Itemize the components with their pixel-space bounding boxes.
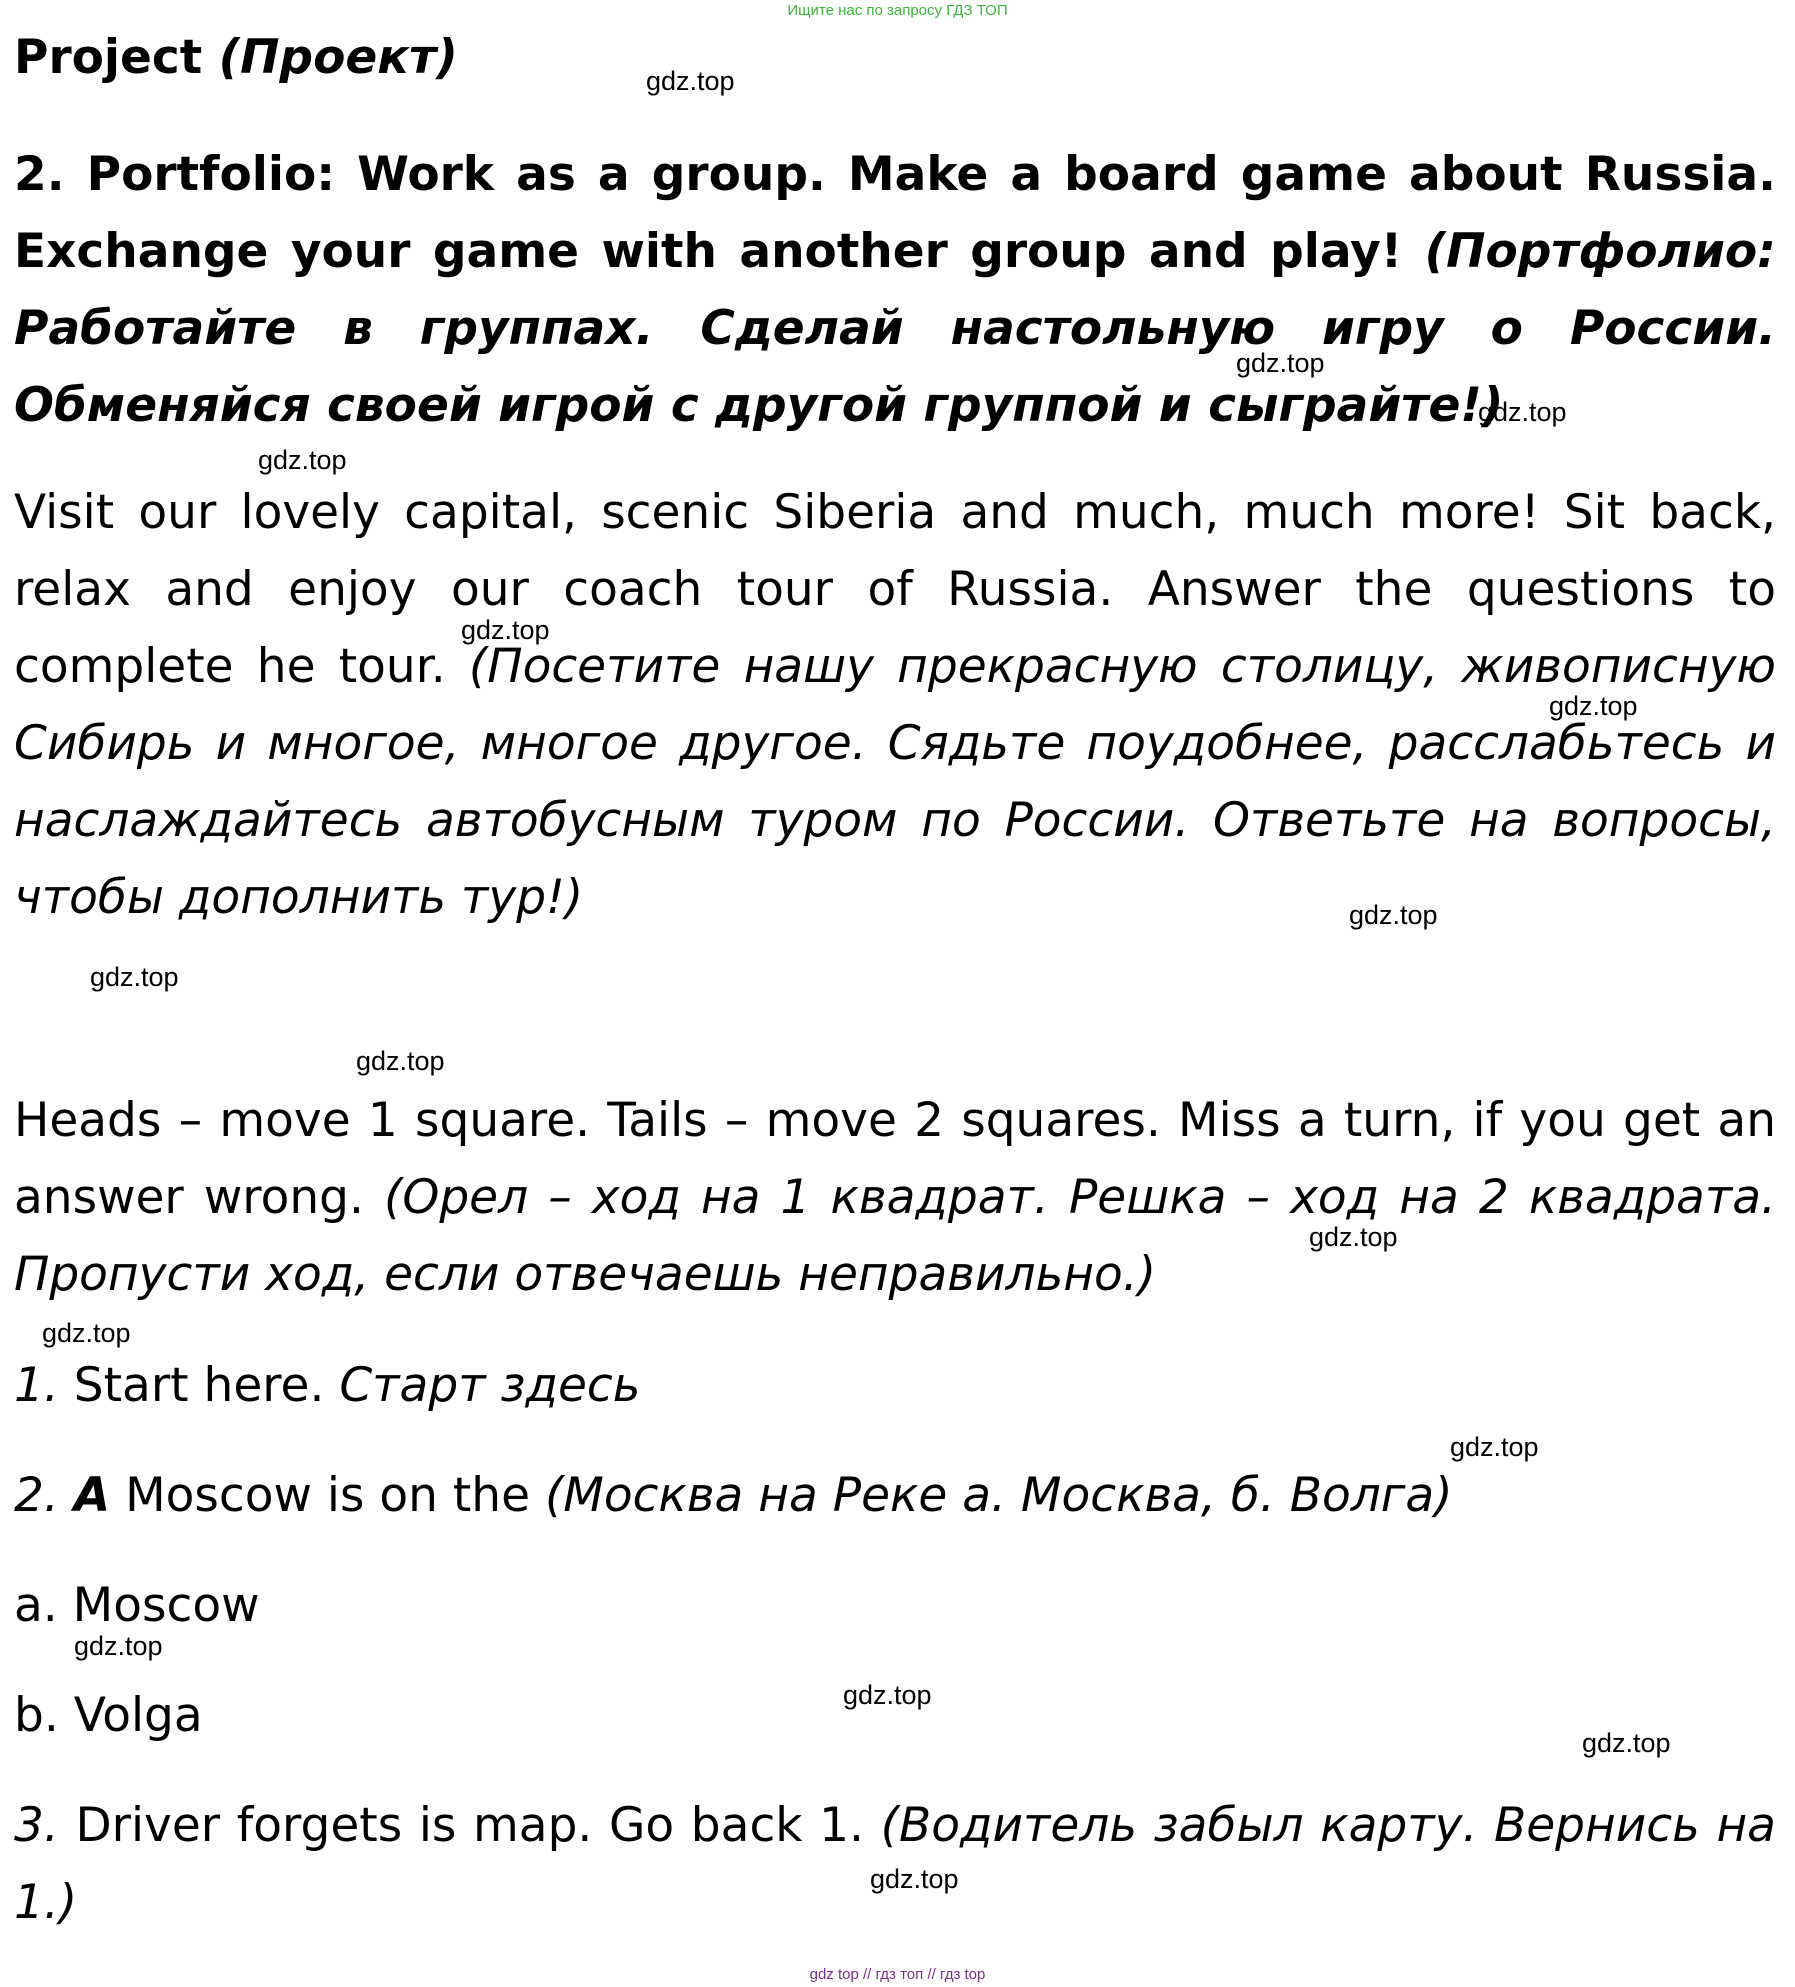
item-number: 2. bbox=[14, 1468, 59, 1523]
watermark: gdz.top bbox=[1309, 1222, 1398, 1252]
watermark: gdz.top bbox=[42, 1318, 131, 1348]
search-banner: Ищите нас по запросу ГДЗ ТОП bbox=[787, 2, 1008, 19]
intro-en: Visit our lovely capital, scenic Siberia and much, much more! Sit back, relax and enjoy our coach tour of Russia. Answer the questions to complete he tour. bbox=[14, 485, 1776, 694]
watermark: gdz.top bbox=[356, 1046, 445, 1076]
item-translation: (Водитель забыл карту. Вернись на 1.) bbox=[14, 1798, 1776, 1930]
item-translation: (Москва на Реке а. Москва, б. Волга) bbox=[544, 1468, 1453, 1523]
watermark: gdz.top bbox=[258, 445, 347, 475]
watermark: gdz.top bbox=[646, 66, 735, 96]
footer-credits: gdz top // гдз топ // гдз top bbox=[809, 1966, 986, 1983]
list-item bbox=[14, 1347, 1776, 1424]
item-number: 3. bbox=[14, 1798, 59, 1853]
item-translation: Старт здесь bbox=[339, 1358, 641, 1413]
rules-ru: (Орел – ход на 1 квадрат. Решка – ход на 2 квадрата. Пропусти ход, если отвечаешь неправильно.) bbox=[14, 1170, 1776, 1302]
watermark: gdz.top bbox=[843, 1680, 932, 1710]
watermark: gdz.top bbox=[1549, 691, 1638, 721]
item-text: a. Moscow bbox=[14, 1578, 260, 1633]
list-item bbox=[14, 1457, 1776, 1534]
item-text: Start here. bbox=[73, 1358, 325, 1413]
watermark: gdz.top bbox=[90, 962, 179, 992]
item-text: Moscow is on the bbox=[125, 1468, 530, 1523]
item-text: Driver forgets is map. Go back 1. bbox=[75, 1798, 864, 1853]
rules-paragraph bbox=[14, 1082, 1776, 1313]
task-ru: (Портфолио: Работайте в группах. Сделай настольную игру о России. Обменяйся своей игрой с другой группой и сыграйте!) bbox=[14, 224, 1776, 433]
watermark: gdz.top bbox=[1236, 348, 1325, 378]
watermark: gdz.top bbox=[1582, 1728, 1671, 1758]
title-en: Project bbox=[14, 30, 203, 85]
watermark: gdz.top bbox=[1478, 397, 1567, 427]
intro-ru: (Посетите нашу прекрасную столицу, живописную Сибирь и многое, многое другое. Сядьте поудобнее, расслабьтесь и наслаждайтесь автобусным туром по России. Ответьте на вопросы, чтобы дополнить тур!) bbox=[14, 639, 1776, 925]
rules-en: Heads – move 1 square. Tails – move 2 squares. Miss a turn, if you get an answer wrong. bbox=[14, 1093, 1776, 1225]
item-text: b. Volga bbox=[14, 1688, 203, 1743]
watermark: gdz.top bbox=[1450, 1432, 1539, 1462]
watermark: gdz.top bbox=[1349, 900, 1438, 930]
list-item bbox=[14, 1567, 1776, 1644]
intro-paragraph bbox=[14, 474, 1776, 936]
item-letter: A bbox=[73, 1468, 111, 1523]
page-title bbox=[14, 28, 1776, 88]
watermark: gdz.top bbox=[74, 1631, 163, 1661]
title-ru: (Проект) bbox=[218, 30, 458, 85]
task-en: 2. Portfolio: Work as a group. Make a board game about Russia. Exchange your game with another group and play! bbox=[14, 147, 1776, 279]
item-number: 1. bbox=[14, 1358, 59, 1413]
watermark: gdz.top bbox=[461, 615, 550, 645]
watermark: gdz.top bbox=[870, 1864, 959, 1894]
